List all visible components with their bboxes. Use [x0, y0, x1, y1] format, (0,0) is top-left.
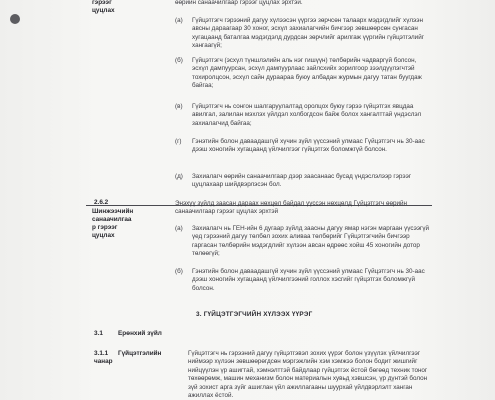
list1-item-d: Гэнэтийн болон даваадашгүй хүчин зүйл үүссэний улмаас Гүйцэтгэгч нь 30-аас дээш хоногийн хугацаанд үйлчилгээг гүйцэтгэх боломжгүй болсон. [192, 138, 425, 154]
section-262-label-line-4: цуцлах [92, 232, 115, 239]
section-311-number: 3.1.1 [94, 350, 109, 357]
section-3-title: 3. ГҮЙЦЭТГЭГЧИЙН ХҮЛЭЭХ ҮҮРЭГ [196, 311, 313, 318]
punch-hole [10, 14, 20, 24]
list1-marker-b: (б) [175, 57, 183, 64]
list1-marker-a: (а) [175, 17, 183, 24]
top-label-line-1: гэрээг [92, 0, 112, 6]
section-31-title: Ерөнхий зүйл [118, 330, 162, 337]
section-262-label-line-1: Шинжээчийн [92, 208, 134, 215]
section-262-number: 2.6.2 [94, 199, 109, 206]
list1-item-b: Гүйцэтгэгч (эсхүл түншлэлийн аль нэг гишүүн) төлбөрийн чадваргүй болсон, эсхүл дампуурсан, эсхүл дампуурлаас зайлсхийх зорилгоор зээлдүүлэгчтэй тохиролцсон, эсхүл сайн дураараа буюу албадан журмын дагуу татан буугдаж байгаа; [192, 57, 422, 90]
section-262-marker-b: (б) [175, 268, 183, 275]
section-262-item-a: Захиалагч нь ГЕН-ийн 6 дугаар зүйлд заасны дагуу ямар нэгэн маргаан үүсээгүй үед гэрээний дагуу төлбөл зохих аливаа төлбөрийг Гүйцэтгэгчийн бичгээр гаргасан төлбөрийн мэдэгдлийг хүлээн авсан өдрөөс хойш 45 хоногийн дотор төлөөгүй; [192, 225, 429, 258]
section-262-item-b: Гэнэтийн болон даваадашгүй хүчин зүйл үүссэний улмаас Гүйцэтгэгч нь 30-аас дээш хоногийн хугацаанд үйлчилгээний голлох хэсгийг гүйцэтгэх боломжгүй болсон. [192, 268, 425, 292]
list1-marker-c: (в) [175, 103, 183, 110]
list1-item-a: Гүйцэтгэгч гэрээний дагуу хүлээсэн үүргээ зөрчсөн талаарх мэдэгдлийг хүлээн авсны дараагаар 30 хоног, эсхүл захиалагчийн бичгээр зөвшөөрсөн сунгасан хугацаанд баталгаа мэдэгдэлд дурдсан зөрчлийг арилгаж үүргийн гүйцэтгэлийг хангаагүй; [192, 17, 425, 50]
list1-marker-d: (г) [175, 138, 182, 145]
section-262-label-line-2: санаачилгаа [92, 216, 132, 223]
section-262-intro: Энэхүү зүйлд заасан дараах нөхцөл байдал үүссэн нөхцөлд Гүйцэтгэгч өөрийн санаачилгаар гэрээг цуцлах эрхтэй [175, 200, 408, 216]
top-intro-tail: өөрийн санаачилгаар гэрээг цуцлах эрхтэй. [175, 0, 303, 6]
list1-item-c: Гүйцэтгэгч нь сонгон шалгаруулалтад оролцох буюу гэрээ гүйцэтгэх явцдаа авилгал, залилан мэхлэх үйлдэл холбогдсон байж болох хангалттай үндэслэл захиалагчид байгаа; [192, 103, 422, 127]
list1-marker-e: (д) [175, 173, 183, 180]
section-311-text: Гүйцэтгэгч нь гэрээний дагуу гүйцэтгэвэл зохих үүрэг болон үзүүлэх үйлчилгээг ниймээр хүлээн зөвшөөрөгдсөн мэргэжлийн хэм хэмжээ болон бодит жишгийг нийцүүлэн үр ашигтай, хэмнэлттэй байдлаар гүйцэтгэх ёстой бөгөөд техник тоног төхөөрөмж, машин механизм болон материалын хувьд хэвшсэн, үр дүнтэй болон зүй зохист арга зүйг ашиглан үйл ажиллагааны шуурхай үйлдвэрлэлт ханган ажиллах ёстой. [188, 350, 428, 400]
section-311-label-line-1: Гүйцэтгэлийн [118, 350, 162, 357]
section-31-number: 3.1 [94, 330, 103, 337]
section-262-label-line-3: р гэрээг [92, 224, 118, 231]
list1-item-e: Захиалагч өөрийн санаачилгаар дээр заасанаас бусад үндэслэлээр гэрээг цуцлахаар шийдвэрлэсэн бол. [192, 173, 412, 189]
section-311-label-line-2: чанар [94, 358, 113, 365]
top-label-line-2: цуцлах [92, 7, 115, 14]
section-262-marker-a: (а) [175, 225, 183, 232]
